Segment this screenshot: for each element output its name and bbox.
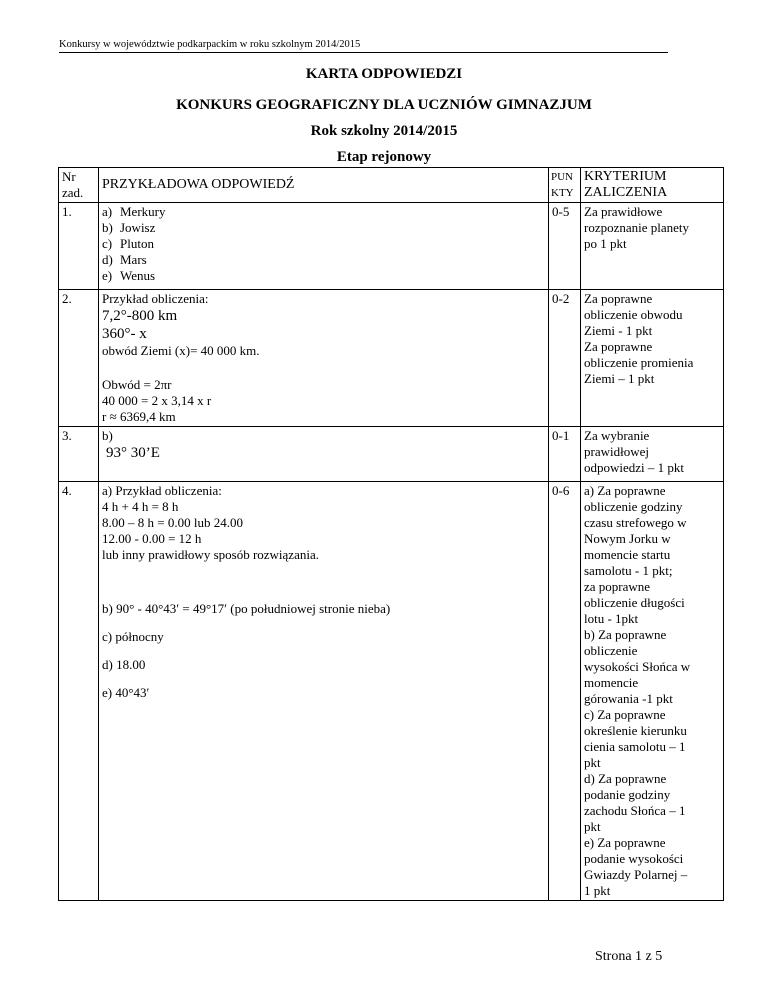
- list-item: [102, 204, 545, 220]
- row-criteria: [581, 203, 724, 290]
- criteria-line: Nowym Jorku w: [584, 531, 671, 546]
- answer-line: c) północny: [102, 629, 164, 644]
- item-letter: b): [102, 220, 113, 235]
- answer-line: 4 h + 4 h = 8 h: [102, 499, 179, 514]
- header-points: [549, 168, 581, 203]
- criteria-line: obliczenie: [584, 643, 638, 658]
- row-answer: [99, 290, 549, 427]
- row-nr: 2.: [59, 290, 99, 427]
- header-nr: [59, 168, 99, 203]
- row-answer: [99, 203, 549, 290]
- answer-line: Przykład obliczenia:: [102, 291, 209, 306]
- criteria-line: 1 pkt: [584, 883, 611, 898]
- doc-subtitle: KONKURS GEOGRAFICZNY DLA UCZNIÓW GIMNAZJUM: [176, 97, 592, 113]
- answer-line: 7,2°-800 km: [102, 308, 178, 324]
- criteria-line: Gwiazdy Polarnej –: [584, 867, 688, 882]
- criteria-line: podanie godziny: [584, 787, 671, 802]
- row-points: 0-1: [549, 427, 581, 482]
- criteria-line: obliczenie długości: [584, 595, 685, 610]
- criteria-line: e) Za poprawne: [584, 835, 666, 850]
- criteria-line: określenie kierunku: [584, 723, 687, 738]
- answer-list: [102, 204, 545, 284]
- item-text: Wenus: [120, 268, 156, 283]
- item-text: Merkury: [120, 204, 166, 219]
- row-nr: 4.: [59, 482, 99, 901]
- header-answer: [99, 168, 549, 203]
- criteria-line: górowania -1 pkt: [584, 691, 673, 706]
- criteria-line: Ziemi – 1 pkt: [584, 371, 655, 386]
- criteria-line: momencie startu: [584, 547, 671, 562]
- stage: Etap rejonowy: [336, 149, 432, 165]
- answer-line: 8.00 – 8 h = 0.00 lub 24.00: [102, 515, 243, 530]
- criteria-line: Za poprawne: [584, 339, 653, 354]
- criteria-line: pkt: [584, 819, 601, 834]
- list-item: [102, 252, 545, 268]
- header-criteria: [581, 168, 724, 203]
- answer-line: e) 40°43′: [102, 685, 150, 700]
- criteria-line: odpowiedzi – 1 pkt: [584, 460, 685, 475]
- criteria-line: pkt: [584, 755, 601, 770]
- row-answer: [99, 482, 549, 901]
- criteria-line: c) Za poprawne: [584, 707, 666, 722]
- criteria-line: wysokości Słońca w: [584, 659, 691, 674]
- row-points: 0-6: [549, 482, 581, 901]
- criteria-line: za poprawne: [584, 579, 651, 594]
- item-text: Jowisz: [120, 220, 156, 235]
- item-letter: a): [102, 204, 113, 219]
- item-letter: e): [102, 268, 113, 283]
- criteria-line: rozpoznanie planety: [584, 220, 690, 235]
- answer-line: Obwód = 2πr: [102, 377, 172, 392]
- criteria-line: d) Za poprawne: [584, 771, 667, 786]
- criteria-line: prawidłowej: [584, 444, 649, 459]
- list-item: [102, 220, 545, 236]
- school-year: Rok szkolny 2014/2015: [310, 123, 458, 139]
- item-text: Pluton: [120, 236, 154, 251]
- table-row: [59, 427, 724, 482]
- list-item: [102, 236, 545, 252]
- row-criteria: [581, 427, 724, 482]
- doc-title: KARTA ODPOWIEDZI: [305, 66, 463, 82]
- header-nr-line: zad.: [62, 185, 84, 200]
- answer-table: [58, 167, 724, 901]
- list-item: [102, 268, 545, 284]
- answer-line: lub inny prawidłowy sposób rozwiązania.: [102, 547, 319, 562]
- page-number: Strona 1 z 5: [595, 949, 663, 964]
- criteria-line: obliczenie promienia: [584, 355, 694, 370]
- criteria-line: cienia samolotu – 1: [584, 739, 686, 754]
- table-row: [59, 203, 724, 290]
- answer-line: 40 000 = 2 x 3,14 x r: [102, 393, 212, 408]
- row-points: 0-5: [549, 203, 581, 290]
- header-points-line: PUN: [551, 171, 574, 183]
- table-header-row: [59, 168, 724, 203]
- answer-line: 12.00 - 0.00 = 12 h: [102, 531, 202, 546]
- criteria-line: zachodu Słońca – 1: [584, 803, 686, 818]
- header-points-line: KTY: [551, 187, 574, 199]
- answer-line: r ≈ 6369,4 km: [102, 409, 176, 424]
- header-criteria-line: ZALICZENIA: [584, 185, 668, 200]
- criteria-line: podanie wysokości: [584, 851, 684, 866]
- item-letter: d): [102, 252, 113, 267]
- criteria-line: a) Za poprawne: [584, 483, 666, 498]
- criteria-line: b) Za poprawne: [584, 627, 667, 642]
- running-head: Konkursy w województwie podkarpackim w roku szkolnym 2014/2015: [59, 38, 668, 53]
- answer-line: 360°- x: [102, 326, 147, 342]
- row-answer: [99, 427, 549, 482]
- answer-line: obwód Ziemi (x)= 40 000 km.: [102, 343, 260, 358]
- header-answer-label: PRZYKŁADOWA ODPOWIEDŹ: [102, 177, 295, 192]
- row-nr: 3.: [59, 427, 99, 482]
- item-text: Mars: [120, 252, 147, 267]
- criteria-line: samolotu - 1 pkt;: [584, 563, 673, 578]
- criteria-line: lotu - 1pkt: [584, 611, 639, 626]
- criteria-line: momencie: [584, 675, 639, 690]
- answer-line: d) 18.00: [102, 657, 146, 672]
- criteria-line: Za wybranie: [584, 428, 650, 443]
- item-letter: c): [102, 236, 113, 251]
- criteria-line: obliczenie godziny: [584, 499, 683, 514]
- table-row: [59, 290, 724, 427]
- criteria-line: Za poprawne: [584, 291, 653, 306]
- row-points: 0-2: [549, 290, 581, 427]
- criteria-line: czasu strefowego w: [584, 515, 687, 530]
- criteria-line: Ziemi - 1 pkt: [584, 323, 653, 338]
- row-criteria: [581, 290, 724, 427]
- answer-line: b) 90° - 40°43′ = 49°17′ (po południowej stronie nieba): [102, 601, 391, 616]
- table-row: [59, 482, 724, 901]
- criteria-line: obliczenie obwodu: [584, 307, 683, 322]
- criteria-line: po 1 pkt: [584, 236, 627, 251]
- header-nr-line: Nr: [62, 169, 76, 184]
- header-criteria-line: KRYTERIUM: [584, 169, 667, 184]
- row-nr: 1.: [59, 203, 99, 290]
- answer-line: a) Przykład obliczenia:: [102, 483, 222, 498]
- answer-line: b): [102, 428, 113, 443]
- row-criteria: [581, 482, 724, 901]
- answer-line: 93° 30’E: [106, 445, 160, 461]
- criteria-line: Za prawidłowe: [584, 204, 663, 219]
